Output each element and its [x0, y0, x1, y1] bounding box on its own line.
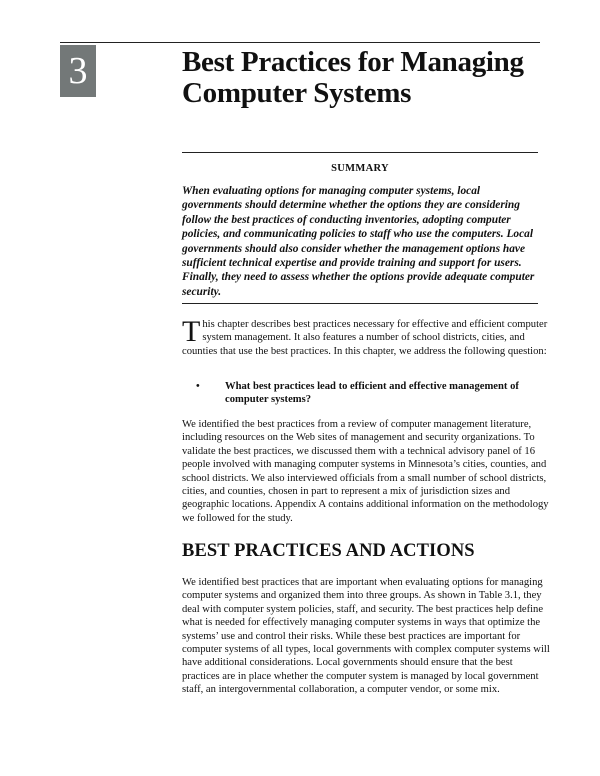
- summary-bottom-rule: [182, 303, 538, 304]
- chapter-title: [182, 47, 552, 109]
- question-bullet-item: [196, 380, 536, 407]
- question-text: What best practices lead to efficient and effective management of computer systems?: [225, 381, 519, 406]
- methodology-paragraph: We identified the best practices from a review of computer management literature, including resources on the Web sites of management and security organizations. To validate the best practices, we discussed them with a technical advisory panel of 16 people involved with managing computer systems in Minnesota’s cities, counties, and school districts. We also interviewed officials from a small number of school districts, cities, and counties, chosen in part to represent a mix of jurisdiction sizes and geographic locations. Appendix A contains additional information on the methodology we followed for the study.: [182, 419, 549, 524]
- best-practices-paragraph: We identified best practices that are important when evaluating options for managing computer systems and organized them into three groups. As shown in Table 3.1, they deal with computer system policies, staff, and security. The best practices help define what is needed for effectively managing computer systems in ways that optimize the systems’ use and control their risks. While these best practices are important for computer systems of all types, local governments with complex computer systems will have additional considerations. Local governments should ensure that the best practices are in place whether the computer system is managed by local government staff, an intergovernmental collaboration, a computer vendor, or some mix.: [182, 577, 550, 696]
- chapter-title-line2: Computer Systems: [182, 77, 412, 109]
- chapter-number: 3: [68, 50, 88, 92]
- intro-paragraph: [182, 315, 550, 358]
- drop-cap: T: [182, 315, 201, 348]
- summary-top-rule: [182, 152, 538, 153]
- top-rule: [60, 42, 540, 43]
- chapter-number-box: [60, 45, 96, 97]
- intro-text: his chapter describes best practices necessary for effective and efficient computer system management. It also features a number of school districts, cities, and counties that use the best practices. In this chapter, we address the following question:: [182, 319, 548, 357]
- bullet-icon: •: [196, 381, 200, 392]
- chapter-title-line1: Best Practices for Managing: [182, 46, 524, 78]
- section-heading: BEST PRACTICES AND ACTIONS: [182, 541, 475, 561]
- summary-heading: SUMMARY: [331, 163, 389, 174]
- summary-text: When evaluating options for managing computer systems, local governments should determine whether the options they are considering follow the best practices of conducting inventories, adopting computer policies, and communicating policies to staff who use the computers. Local governments should also consider whether the management options have sufficient technical expertise and provide training and support for users. Finally, they need to assess whether the options provide adequate computer security.: [182, 185, 535, 298]
